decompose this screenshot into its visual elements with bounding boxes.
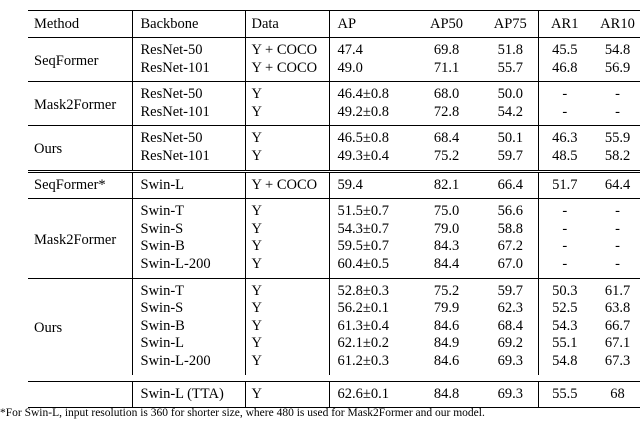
backbone-cell: ResNet-50 [132, 38, 245, 60]
ar1-cell: 45.5 [538, 38, 591, 60]
header-row [28, 11, 640, 38]
data-cell: Y [245, 353, 329, 375]
ap50-cell: 79.0 [433, 220, 460, 237]
results-table [28, 10, 640, 408]
ap75-cell: 58.8 [497, 220, 523, 237]
ap75-cell: 59.7 [477, 278, 538, 300]
ap50-cell: 84.6 [433, 317, 460, 334]
ap-cell: 56.2±0.1 [329, 300, 416, 318]
ap-cell: 49.0 [329, 60, 416, 82]
table-row [28, 381, 640, 408]
ar10-cell: - [615, 255, 620, 272]
ar10-cell: 58.2 [604, 147, 631, 164]
ap75-cell: 68.4 [497, 317, 523, 334]
table-row [28, 278, 640, 300]
header-ap: AP [329, 11, 416, 38]
backbone-cell: Swin-B [132, 238, 245, 256]
ar1-cell: 52.5 [538, 300, 591, 318]
ar1-cell: 55.5 [538, 381, 591, 408]
method-cell [28, 381, 132, 408]
ap50-cell: 68.0 [416, 82, 477, 104]
data-cell: Y [245, 300, 329, 318]
ap75-cell: 69.3 [477, 381, 538, 408]
backbone-cell: Swin-T [132, 278, 245, 300]
header-ar10: AR10 [591, 11, 640, 38]
ap75-cell: 51.8 [477, 38, 538, 60]
backbone-cell: Swin-L [132, 171, 245, 199]
header-method: Method [28, 11, 132, 38]
ap-cell: 49.2±0.8 [329, 104, 416, 126]
table-row [28, 171, 640, 199]
ap50-cell: 82.1 [416, 171, 477, 199]
backbone-cell: ResNet-50 [132, 126, 245, 148]
ar1-cell: - [538, 104, 591, 126]
ap50-cell: 69.8 [416, 38, 477, 60]
ar10-cell: 56.9 [604, 59, 631, 76]
data-cell: Y [245, 238, 329, 256]
ap75-cell: 62.3 [497, 300, 523, 317]
ar10-cell: - [591, 82, 640, 104]
ap50-cell: 84.8 [416, 381, 477, 408]
ap75-cell: 69.3 [497, 352, 523, 369]
table-row [28, 38, 640, 60]
header-ar1: AR1 [538, 11, 591, 38]
data-cell: Y [245, 381, 329, 408]
table-footnote: *For Swin-L, input resolution is 360 for shorter size, where 480 is used for Mask2Former and our model. [0, 407, 485, 419]
ar10-cell: 66.7 [604, 317, 631, 334]
ar1-cell: 54.3 [538, 318, 591, 336]
ar10-cell: 63.8 [604, 300, 631, 317]
ar10-cell: 67.3 [604, 352, 631, 369]
ap50-cell: 72.8 [433, 103, 460, 120]
ap75-cell: 69.2 [497, 335, 523, 352]
backbone-cell: Swin-T [132, 199, 245, 221]
ar10-cell: - [615, 103, 620, 120]
data-cell: Y [245, 82, 329, 104]
header-data: Data [245, 11, 329, 38]
ap50-cell: 75.0 [416, 199, 477, 221]
ap-cell: 61.2±0.3 [329, 353, 416, 375]
ap50-cell: 75.2 [433, 147, 460, 164]
ap-cell: 59.5±0.7 [329, 238, 416, 256]
backbone-cell: Swin-S [132, 221, 245, 239]
ar10-cell: 61.7 [591, 278, 640, 300]
method-cell: SeqFormer [28, 38, 132, 82]
method-cell: SeqFormer* [28, 171, 132, 199]
header-ap75: AP75 [477, 11, 538, 38]
ap-cell: 54.3±0.7 [329, 221, 416, 239]
ap50-cell: 84.9 [433, 335, 460, 352]
ap-cell: 46.4±0.8 [329, 82, 416, 104]
ar1-cell: - [538, 199, 591, 221]
data-cell: Y [245, 318, 329, 336]
ar10-cell: 55.9 [591, 126, 640, 148]
results-table-container [28, 10, 640, 408]
ar1-cell: 46.8 [538, 60, 591, 82]
ar1-cell: - [538, 238, 591, 256]
ar10-cell: - [591, 199, 640, 221]
method-cell: Mask2Former [28, 82, 132, 126]
data-cell: Y [245, 335, 329, 353]
ar1-cell: - [538, 221, 591, 239]
ap-cell: 51.5±0.7 [329, 199, 416, 221]
ar1-cell: - [538, 256, 591, 278]
ap75-cell: 59.7 [497, 147, 523, 164]
backbone-cell: ResNet-101 [132, 60, 245, 82]
backbone-cell: ResNet-50 [132, 82, 245, 104]
data-cell: Y [245, 104, 329, 126]
data-cell: Y [245, 126, 329, 148]
ap-cell: 52.8±0.3 [329, 278, 416, 300]
ap75-cell: 50.0 [477, 82, 538, 104]
backbone-cell: Swin-S [132, 300, 245, 318]
ap50-cell: 79.9 [433, 300, 460, 317]
ar1-cell: 46.3 [538, 126, 591, 148]
ar10-cell: 54.8 [591, 38, 640, 60]
ar1-cell: 48.5 [538, 148, 591, 171]
table-row [28, 126, 640, 148]
data-cell: Y [245, 199, 329, 221]
data-cell: Y + COCO [245, 60, 329, 82]
ap50-cell: 71.1 [433, 59, 460, 76]
method-cell: Ours [28, 126, 132, 171]
backbone-cell: Swin-B [132, 318, 245, 336]
ap50-cell: 68.4 [416, 126, 477, 148]
ap-cell: 46.5±0.8 [329, 126, 416, 148]
data-cell: Y + COCO [245, 171, 329, 199]
ar1-cell: 54.8 [538, 353, 591, 375]
ap-cell: 47.4 [329, 38, 416, 60]
backbone-cell: Swin-L-200 [132, 353, 245, 375]
table-body [28, 11, 640, 408]
backbone-cell: ResNet-101 [132, 148, 245, 171]
backbone-cell: Swin-L (TTA) [132, 381, 245, 408]
data-cell: Y [245, 148, 329, 171]
ar1-cell: - [538, 82, 591, 104]
ar10-cell: 68 [591, 381, 640, 408]
ap75-cell: 67.2 [497, 238, 523, 255]
ap75-cell: 67.0 [497, 255, 523, 272]
data-cell: Y [245, 221, 329, 239]
ar10-cell: 64.4 [591, 171, 640, 199]
header-backbone: Backbone [132, 11, 245, 38]
ar1-cell: 50.3 [538, 278, 591, 300]
ap50-cell: 84.6 [433, 352, 460, 369]
ar10-cell: - [615, 220, 620, 237]
ar10-cell: 67.1 [604, 335, 631, 352]
data-cell: Y [245, 256, 329, 278]
ap75-cell: 55.7 [497, 59, 523, 76]
backbone-cell: Swin-L [132, 335, 245, 353]
ap50-cell: 75.2 [416, 278, 477, 300]
ap75-cell: 66.4 [477, 171, 538, 199]
ap-cell: 62.6±0.1 [329, 381, 416, 408]
backbone-cell: ResNet-101 [132, 104, 245, 126]
ap75-cell: 56.6 [477, 199, 538, 221]
ar1-cell: 51.7 [538, 171, 591, 199]
ap-cell: 61.3±0.4 [329, 318, 416, 336]
ar1-cell: 55.1 [538, 335, 591, 353]
table-row [28, 199, 640, 221]
ap50-cell: 84.3 [433, 238, 460, 255]
ap-cell: 49.3±0.4 [329, 148, 416, 171]
ar10-cell: - [615, 238, 620, 255]
method-cell: Mask2Former [28, 199, 132, 278]
header-ap50: AP50 [416, 11, 477, 38]
ap-cell: 59.4 [329, 171, 416, 199]
ap-cell: 62.1±0.2 [329, 335, 416, 353]
ap75-cell: 54.2 [497, 103, 523, 120]
table-row [28, 82, 640, 104]
ap75-cell: 50.1 [477, 126, 538, 148]
backbone-cell: Swin-L-200 [132, 256, 245, 278]
ap50-cell: 84.4 [433, 255, 460, 272]
data-cell: Y + COCO [245, 38, 329, 60]
method-cell: Ours [28, 278, 132, 374]
ap-cell: 60.4±0.5 [329, 256, 416, 278]
data-cell: Y [245, 278, 329, 300]
